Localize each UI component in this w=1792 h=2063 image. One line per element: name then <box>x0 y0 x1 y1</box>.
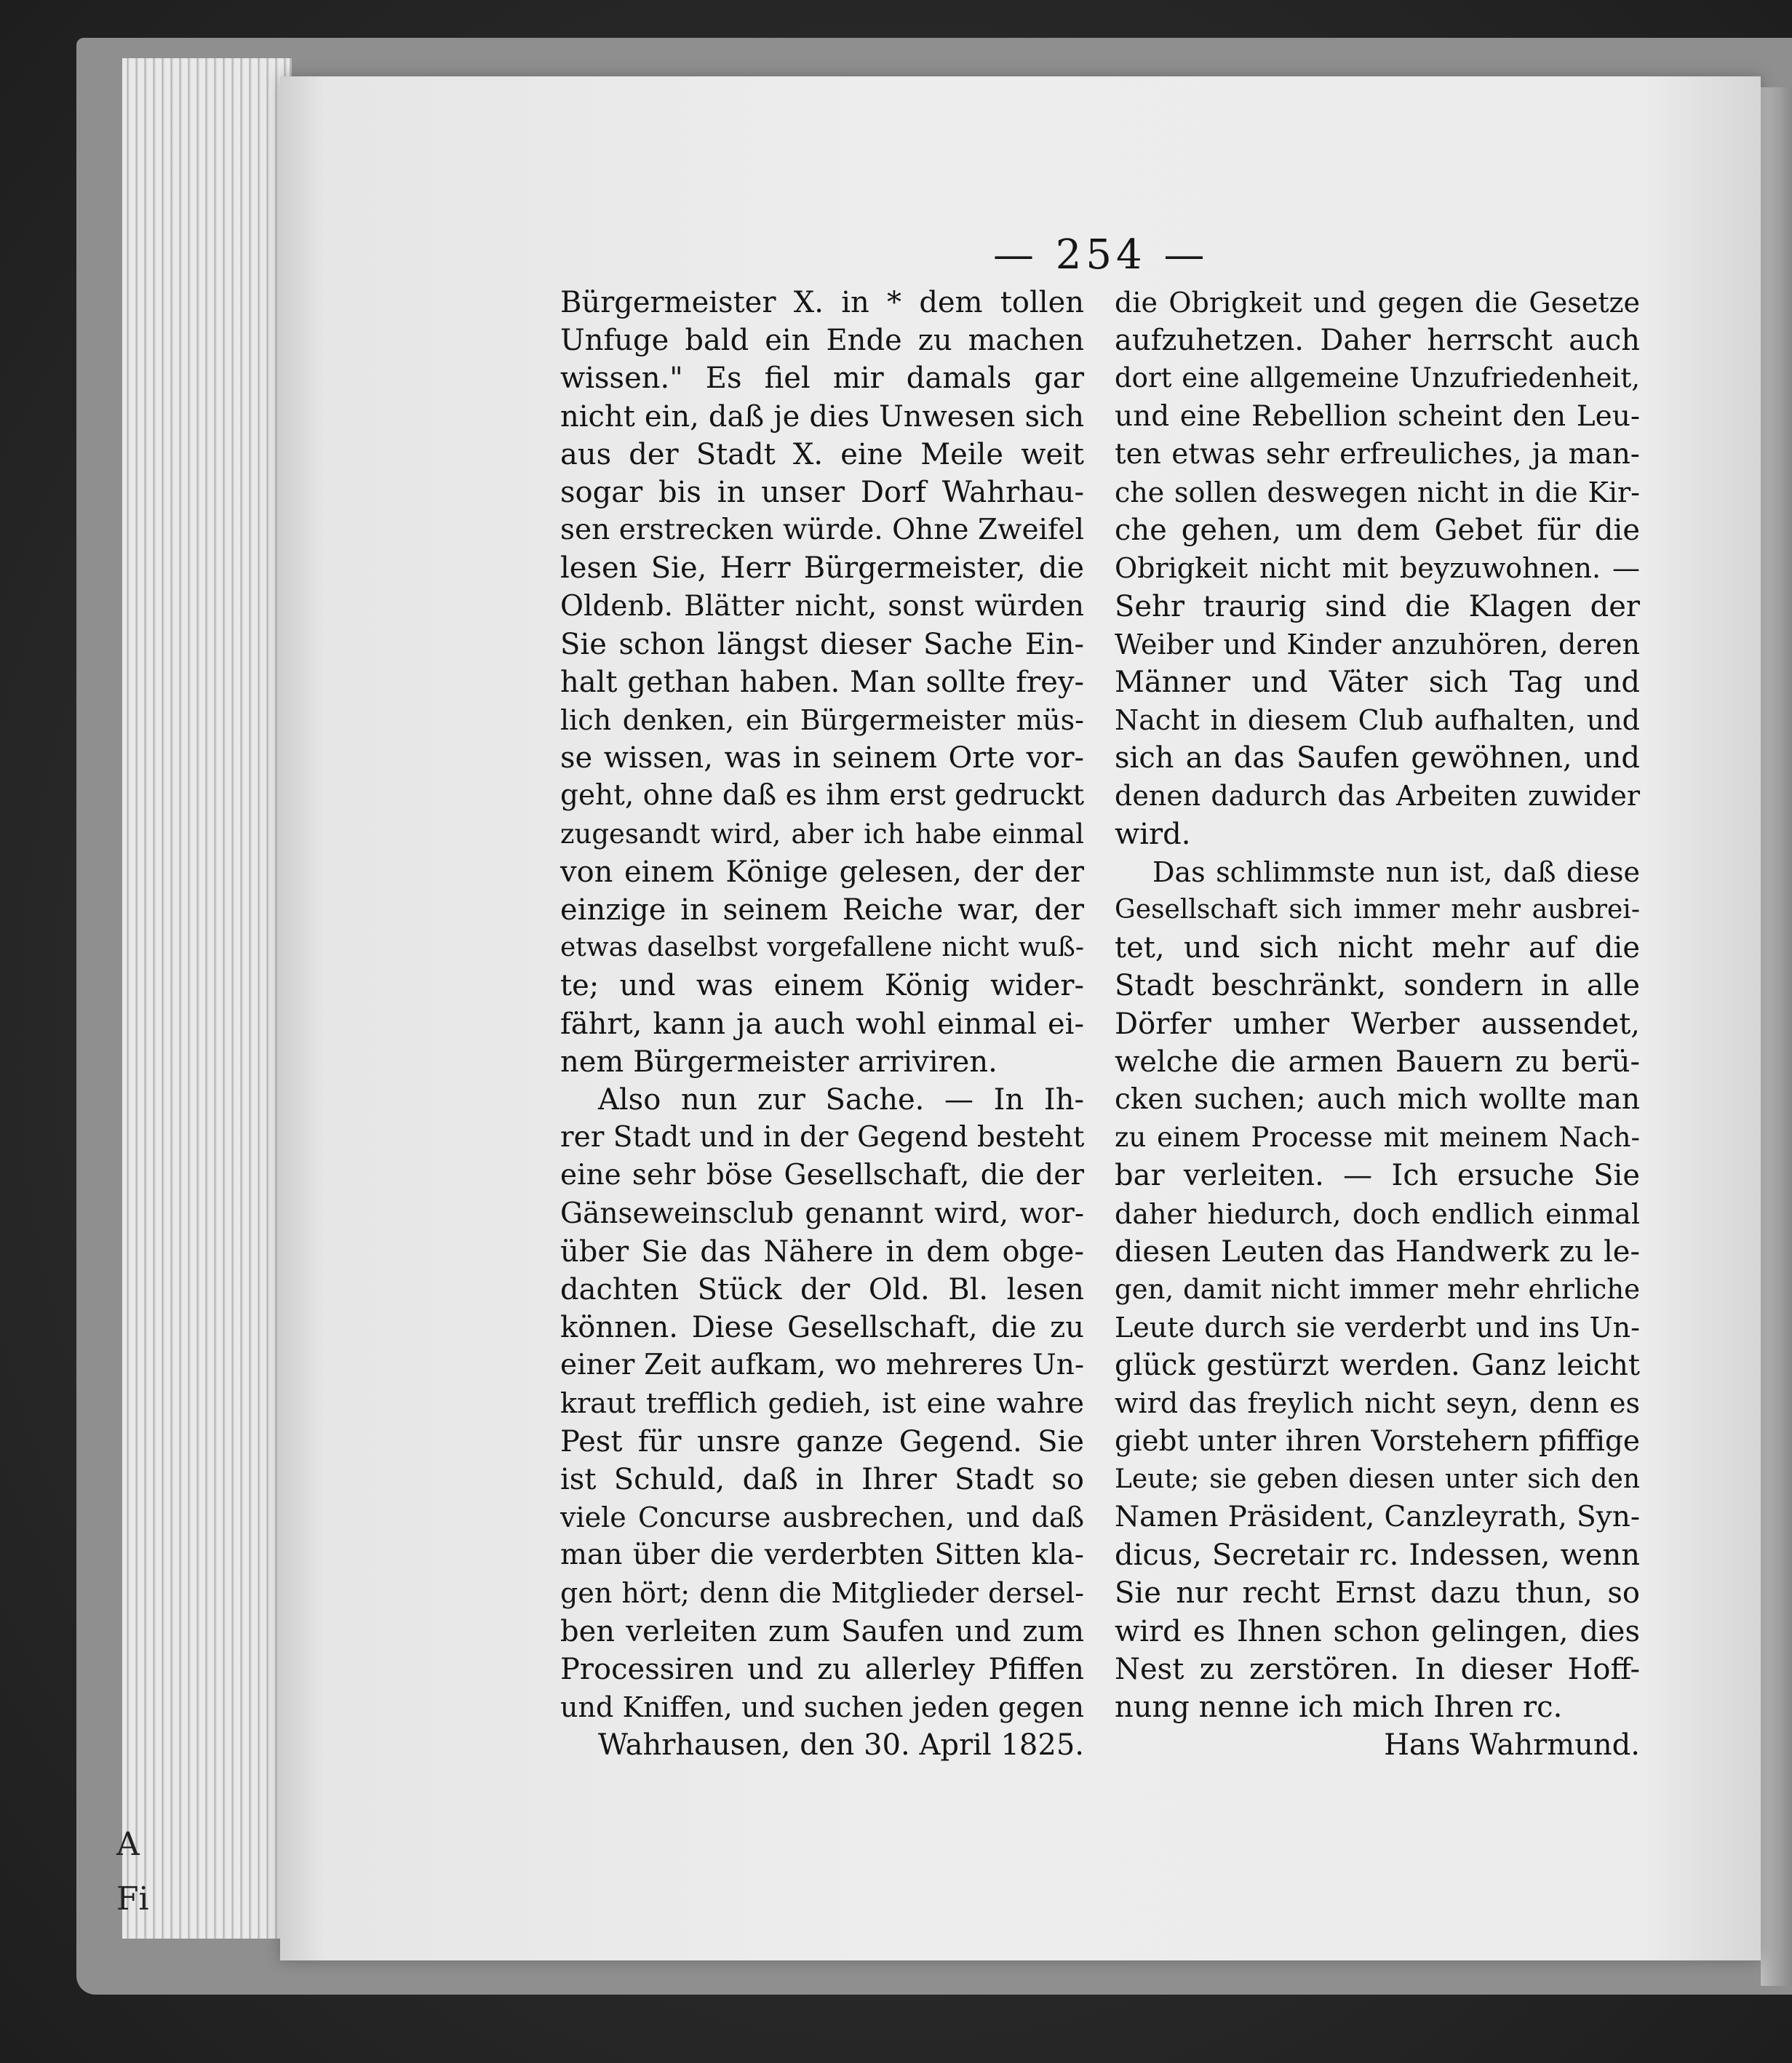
text-line: glück gestürzt werden. Ganz leicht <box>1115 1349 1640 1383</box>
text-line: dort eine allgemeine Unzufriedenheit, <box>1115 362 1640 394</box>
text-line: Sehr traurig sind die Klagen der <box>1115 589 1640 623</box>
text-line: Wahrhausen, den 30. April 1825. <box>598 1728 1084 1763</box>
text-line: eine sehr böse Gesellschaft, die der <box>560 1159 1084 1192</box>
text-line: zugesandt wird, aber ich habe einmal <box>560 818 1084 850</box>
text-line: einer Zeit aufkam, wo mehreres Un- <box>560 1349 1084 1382</box>
text-line: Sie schon längst dieser Sache Ein- <box>560 627 1084 661</box>
text-line: Namen Präsident, Canzleyrath, Syn- <box>1115 1501 1640 1533</box>
text-line: über Sie das Nähere in dem obge- <box>560 1234 1084 1269</box>
text-line: Dörfer umher Werber aussendet, <box>1115 1007 1640 1041</box>
text-line: und Kniffen, und suchen jeden gegen <box>560 1691 1084 1723</box>
text-line: gen hört; denn die Mitglieder dersel- <box>560 1577 1084 1610</box>
text-line: fährt, kann ja auch wohl einmal ei- <box>560 1007 1084 1041</box>
text-line: Weiber und Kinder anzuhören, deren <box>1115 628 1640 661</box>
text-column-right <box>1115 284 1640 1764</box>
text-line: Das schlimmste nun ist, daß diese <box>1152 855 1640 888</box>
page-number: — 254 — <box>993 231 1209 279</box>
text-line: können. Diese Gesellschaft, die zu <box>560 1311 1084 1345</box>
text-line: daher hiedurch, doch endlich einmal <box>1115 1197 1640 1230</box>
text-line: giebt unter ihren Vorstehern pfiffige <box>1115 1424 1640 1458</box>
text-line: ten etwas sehr erfreuliches, ja man- <box>1115 437 1640 471</box>
text-line: Obrigkeit nicht mit beyzuwohnen. — <box>1115 552 1640 585</box>
adjacent-page-edge <box>1761 87 1792 1986</box>
text-line: gen, damit nicht immer mehr ehrliche <box>1115 1273 1640 1305</box>
text-line: Leute; sie geben diesen unter sich den <box>1115 1464 1640 1494</box>
text-line: rer Stadt und in der Gegend besteht <box>560 1121 1085 1154</box>
text-line: Pest für unsre ganze Gegend. Sie <box>560 1424 1084 1459</box>
text-line: wird. <box>1115 817 1191 851</box>
text-line: Bürgermeister X. in * dem tollen <box>560 286 1084 319</box>
text-line: Gänseweinsclub genannt wird, wor- <box>560 1197 1084 1230</box>
text-line: viele Concurse ausbrechen, und daß <box>560 1501 1084 1533</box>
text-line: Processiren und zu allerley Pfiffen <box>560 1652 1084 1686</box>
text-line: che gehen, um dem Gebet für die <box>1115 514 1640 548</box>
text-line: einzige in seinem Reiche war, der <box>560 893 1084 927</box>
text-line: lesen Sie, Herr Bürgermeister, die <box>560 551 1084 586</box>
text-line: tet, und sich nicht mehr auf die <box>1115 931 1640 965</box>
text-line: nicht ein, daß je dies Unwesen sich <box>560 399 1084 434</box>
text-line: Leute durch sie verderbt und ins Un- <box>1115 1312 1640 1344</box>
text-line: Sie nur recht Ernst dazu thun, so <box>1115 1576 1640 1611</box>
text-line: se wissen, was in seinem Orte vor- <box>560 741 1084 775</box>
text-line: halt gethan haben. Man sollte frey- <box>560 665 1084 699</box>
text-line: che sollen deswegen nicht in die Kir- <box>1115 476 1640 508</box>
text-line: Hans Wahrmund. <box>1384 1728 1640 1763</box>
text-line: und eine Rebellion scheint den Leu- <box>1115 399 1640 433</box>
text-line: ist Schuld, daß in Ihrer Stadt so <box>560 1462 1084 1496</box>
text-line: dicus, Secretair rc. Indessen, wenn <box>1115 1539 1640 1573</box>
edge-mark: Fi <box>116 1880 149 1918</box>
text-line: von einem Könige gelesen, der der <box>560 855 1084 889</box>
text-line: geht, ohne daß es ihm erst gedruckt <box>560 779 1084 813</box>
text-line: denen dadurch das Arbeiten zuwider <box>1115 780 1640 813</box>
text-line: etwas daselbst vorgefallene nicht wuß- <box>560 933 1084 963</box>
text-line: Oldenb. Blätter nicht, sonst würden <box>560 589 1084 623</box>
text-line: bar verleiten. — Ich ersuche Sie <box>1115 1159 1640 1193</box>
text-line: te; und was einem König wider- <box>560 969 1084 1003</box>
text-line: Also nun zur Sache. — In Ih- <box>598 1082 1084 1117</box>
text-line: wird das freylich nicht seyn, denn es <box>1115 1387 1640 1420</box>
text-line: ben verleiten zum Saufen und zum <box>560 1614 1084 1648</box>
text-line: Männer und Väter sich Tag und <box>1115 665 1640 699</box>
text-line: Stadt beschränkt, sondern in alle <box>1115 969 1640 1003</box>
edge-mark: A <box>116 1826 140 1863</box>
text-line: nem Bürgermeister arriviren. <box>560 1045 997 1079</box>
text-line: Nest zu zerstören. In dieser Hoff- <box>1115 1652 1640 1686</box>
text-line: wird es Ihnen schon gelingen, dies <box>1115 1614 1640 1648</box>
text-line: sich an das Saufen gewöhnen, und <box>1115 741 1640 775</box>
text-line: sen erstrecken würde. Ohne Zweifel <box>560 514 1084 547</box>
text-line: cken suchen; auch mich wollte man <box>1115 1082 1640 1116</box>
text-line: man über die verderbten Sitten kla- <box>560 1539 1084 1572</box>
text-line: die Obrigkeit und gegen die Gesetze <box>1115 287 1640 319</box>
page-edges <box>122 58 292 1939</box>
text-line: Nacht in diesem Club aufhalten, und <box>1115 704 1640 737</box>
text-line: aus der Stadt X. eine Meile weit <box>560 437 1084 471</box>
text-line: diesen Leuten das Handwerk zu le- <box>1115 1234 1640 1269</box>
text-line: nung nenne ich mich Ihren rc. <box>1115 1690 1563 1724</box>
text-line: Unfuge bald ein Ende zu machen <box>560 324 1084 358</box>
text-line: kraut trefflich gedieh, ist eine wahre <box>560 1387 1084 1420</box>
text-line: sogar bis in unser Dorf Wahrhau- <box>560 475 1084 509</box>
text-line: aufzuhetzen. Daher herrscht auch <box>1115 324 1640 358</box>
text-column-left <box>560 284 1084 1764</box>
text-line: Gesellschaft sich immer mehr ausbrei- <box>1115 895 1640 925</box>
text-line: dachten Stück der Old. Bl. lesen <box>560 1272 1084 1306</box>
text-line: zu einem Processe mit meinem Nach- <box>1115 1122 1640 1154</box>
text-line: lich denken, ein Bürgermeister müs- <box>560 704 1084 737</box>
text-line: wissen." Es fiel mir damals gar <box>560 362 1084 396</box>
text-line: welche die armen Bauern zu berü- <box>1115 1045 1640 1079</box>
